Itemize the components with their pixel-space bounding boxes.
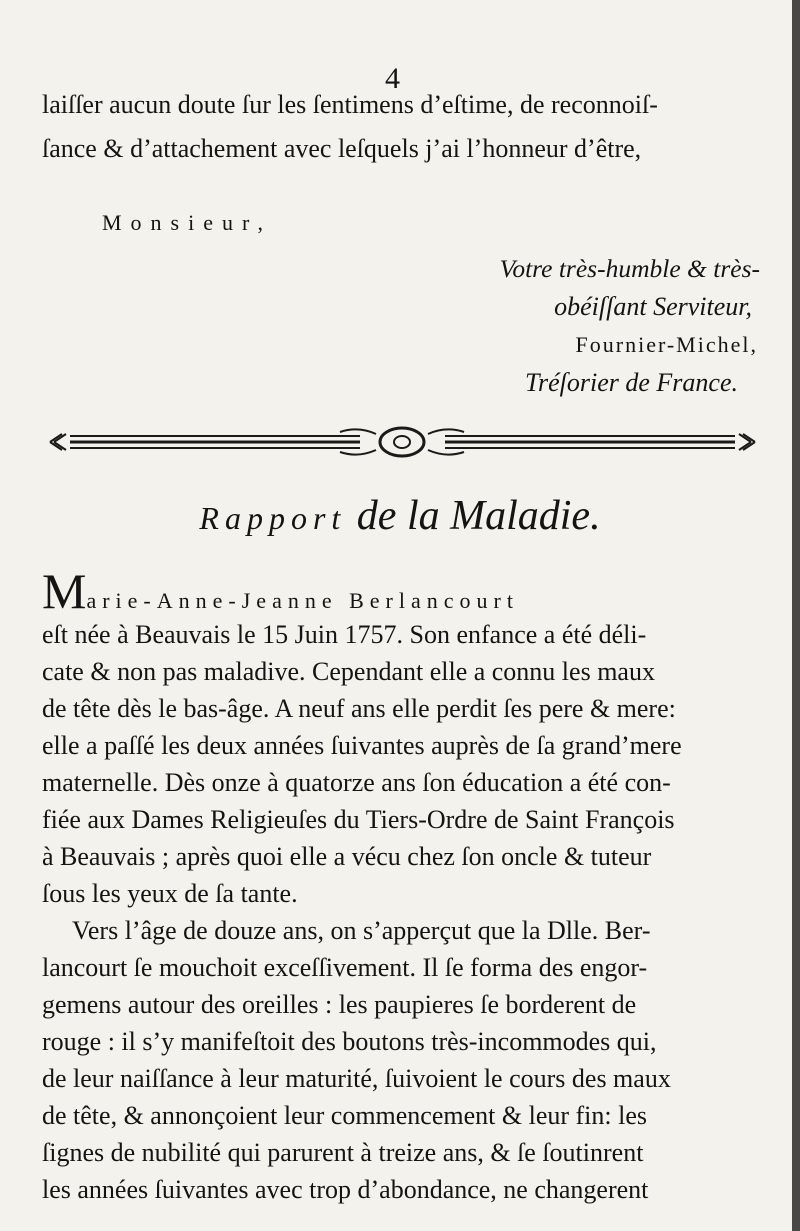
page-number: 4 bbox=[385, 62, 400, 95]
body-line: à Beauvais ; après quoi elle a vécu chez ſon oncle & tuteur bbox=[42, 842, 652, 871]
section-title bbox=[0, 492, 800, 540]
body-line: fiée aux Dames Religieuſes du Tiers-Ordre de Saint François bbox=[42, 805, 675, 834]
section-title-word: Rapport bbox=[199, 500, 347, 536]
body-line: maternelle. Dès onze à quatorze ans ſon éducation a été con- bbox=[42, 768, 671, 797]
body-line: ſous les yeux de ſa tante. bbox=[42, 879, 298, 908]
salutation: Monsieur, bbox=[102, 210, 272, 235]
body-line: gemens autour des oreilles : les paupieres ſe borderent de bbox=[42, 990, 637, 1019]
signature: Fournier-Michel, bbox=[575, 332, 758, 357]
body-line: cate & non pas maladive. Cependant elle a connu les maux bbox=[42, 657, 655, 686]
first-line-name: arie-Anne-Jeanne Berlancourt bbox=[86, 588, 519, 613]
drop-capital: M bbox=[42, 563, 87, 619]
body-line: elle a paſſé les deux années ſuivantes auprès de ſa grand’mere bbox=[42, 731, 682, 760]
first-line bbox=[42, 563, 519, 619]
body-line: de tête, & annonçoient leur commencement & leur fin: les bbox=[42, 1101, 648, 1130]
body-line: de leur naiſſance à leur maturité, ſuivoient le cours des maux bbox=[42, 1064, 671, 1093]
body-line: lancourt ſe mouchoit exceſſivement. Il ſe forma des engor- bbox=[42, 953, 648, 982]
letter-line: ſance & d’attachement avec leſquels j’ai l’honneur d’être, bbox=[42, 134, 642, 163]
closing-line: obéiſſant Serviteur, bbox=[554, 292, 752, 321]
body-line: de tête dès le bas-âge. A neuf ans elle perdit ſes pere & mere: bbox=[42, 694, 676, 723]
body-line: Vers l’âge de douze ans, on s’apperçut que la Dlle. Ber- bbox=[72, 916, 651, 945]
body-line: les années ſuivantes avec trop d’abondance, ne changerent bbox=[42, 1175, 649, 1204]
page-edge-shadow bbox=[792, 0, 800, 1231]
signature-title: Tréſorier de France. bbox=[524, 368, 738, 397]
letter-line: laiſſer aucun doute ſur les ſentimens d’eſtime, de reconnoiſ- bbox=[42, 90, 658, 119]
body-line: ſignes de nubilité qui parurent à treize ans, & ſe ſoutinrent bbox=[42, 1138, 644, 1167]
section-title-rest: de la Maladie. bbox=[356, 493, 601, 539]
body-line: eſt née à Beauvais le 15 Juin 1757. Son enfance a été déli- bbox=[42, 620, 647, 649]
closing-line: Votre très-humble & très- bbox=[499, 254, 760, 283]
body-line: rouge : il s’y manifeſtoit des boutons très-incommodes qui, bbox=[42, 1027, 657, 1056]
ornamental-divider-icon bbox=[40, 422, 765, 462]
